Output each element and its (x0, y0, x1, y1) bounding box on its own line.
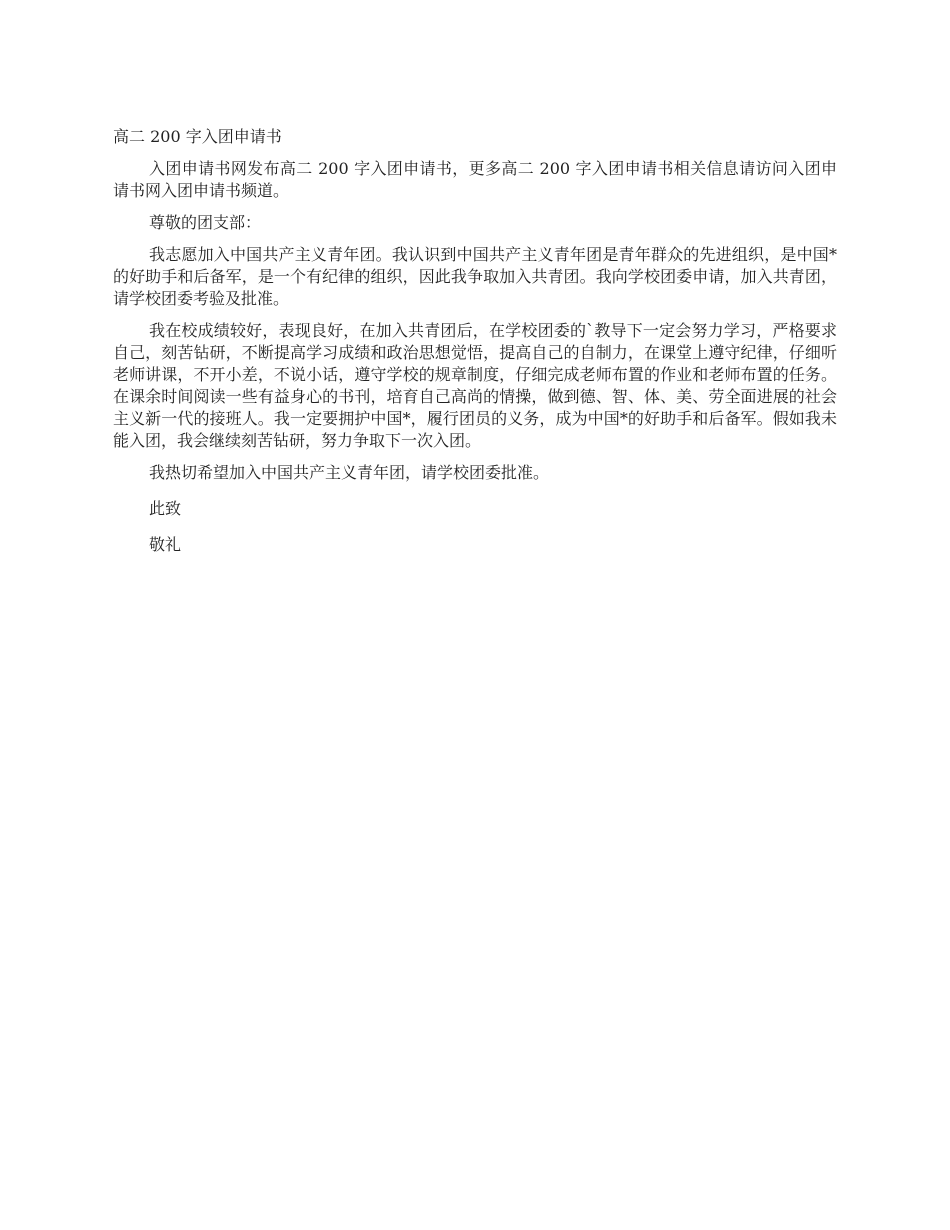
salutation: 尊敬的团支部： (149, 213, 262, 232)
closing-paragraph: 我热切希望加入中国共产主义青年团，请学校团委批准。 (149, 463, 550, 482)
document-title: 高二 200 字入团申请书 (113, 127, 282, 146)
document-page (113, 126, 837, 566)
closing-jing-li: 敬礼 (149, 535, 182, 554)
body-paragraph-1: 我志愿加入中国共产主义青年团。我认识到中国共产主义青年团是青年群众的先进组织，是中国*的好助手和后备军，是一个有纪律的组织，因此我争取加入共青团。我向学校团委申请，加入共青团，请学校团委考验及批准。 (113, 245, 837, 308)
closing-ci-zhi: 此致 (149, 499, 182, 518)
intro-paragraph: 入团申请书网发布高二 200 字入团申请书，更多高二 200 字入团申请书相关信息请访问入团申请书网入团申请书频道。 (113, 159, 837, 200)
body-paragraph-2: 我在校成绩较好，表现良好，在加入共青团后，在学校团委的`教导下一定会努力学习，严格要求自己，刻苦钻研，不断提高学习成绩和政治思想觉悟，提高自己的自制力，在课堂上遵守纪律，仔细听老师讲课，不开小差，不说小话，遵守学校的规章制度，仔细完成老师布置的作业和老师布置的任务。在课余时间阅读一些有益身心的书刊，培育自己高尚的情操，做到德、智、体、美、劳全面进展的社会主义新一代的接班人。我一定要拥护中国*，履行团员的义务，成为中国*的好助手和后备军。假如我未能入团，我会继续刻苦钻研，努力争取下一次入团。 (113, 321, 837, 450)
